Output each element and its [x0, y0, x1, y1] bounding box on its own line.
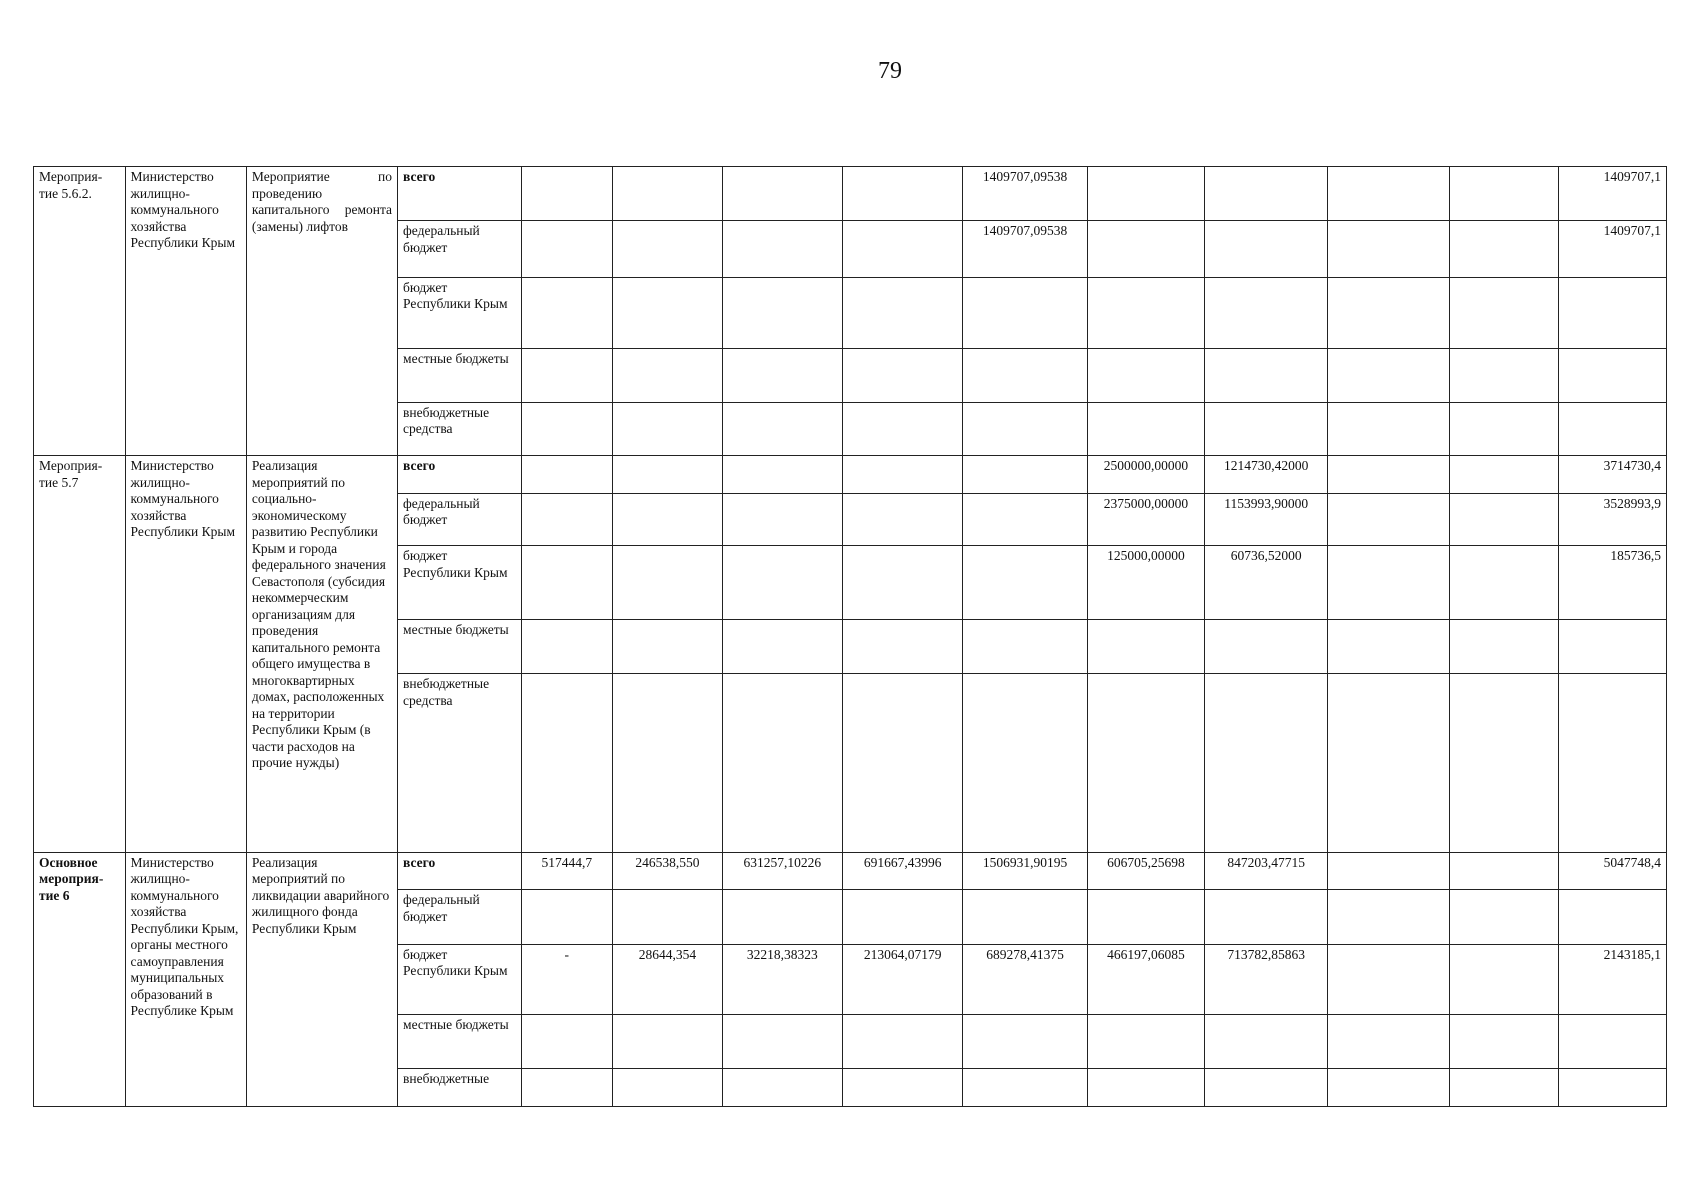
- value-cell: [843, 619, 963, 673]
- value-cell: [1204, 1015, 1327, 1068]
- value-cell: [613, 221, 723, 277]
- value-cell: [1204, 1068, 1327, 1106]
- value-cell: [722, 619, 842, 673]
- total-cell: [1559, 348, 1667, 402]
- page-number: 79: [878, 58, 902, 84]
- value-cell: [843, 167, 963, 221]
- value-cell: [613, 348, 723, 402]
- value-cell: 606705,25698: [1087, 852, 1204, 889]
- value-cell: [1328, 493, 1449, 545]
- table-row: [34, 852, 1667, 889]
- value-cell: [963, 277, 1088, 348]
- value-cell: 1153993,90000: [1204, 493, 1327, 545]
- value-cell: [1204, 277, 1327, 348]
- value-cell: [843, 674, 963, 853]
- value-cell: [963, 348, 1088, 402]
- measure-description: Мероприятие по проведению капитального ремонта (замены) лифтов: [246, 167, 397, 456]
- value-cell: [1204, 890, 1327, 944]
- value-cell: 2500000,00000: [1087, 456, 1204, 493]
- table-row: [34, 456, 1667, 493]
- value-cell: [1449, 167, 1559, 221]
- funding-source: бюджет Республики Крым: [398, 944, 521, 1015]
- value-cell: [843, 348, 963, 402]
- funding-source: местные бюджеты: [398, 348, 521, 402]
- value-cell: [613, 456, 723, 493]
- value-cell: [1204, 402, 1327, 455]
- value-cell: [1328, 221, 1449, 277]
- value-cell: [843, 456, 963, 493]
- value-cell: [722, 221, 842, 277]
- value-cell: [963, 546, 1088, 620]
- measure-code: Мероприя-тие 5.6.2.: [34, 167, 126, 456]
- value-cell: 32218,38323: [722, 944, 842, 1015]
- value-cell: 125000,00000: [1087, 546, 1204, 620]
- value-cell: [1328, 1015, 1449, 1068]
- value-cell: 1214730,42000: [1204, 456, 1327, 493]
- value-cell: [613, 167, 723, 221]
- value-cell: [722, 493, 842, 545]
- total-cell: [1559, 674, 1667, 853]
- value-cell: [613, 1015, 723, 1068]
- value-cell: [1328, 402, 1449, 455]
- value-cell: [1449, 944, 1559, 1015]
- measure-description: Реализация мероприятий по социально-экономическому развитию Республики Крым и города федерального значения Севастополя (субсидия некоммерческим организациям для проведения капитального ремонта общего имущества в многоквартирных домах, расположенных на территории Республики Крым (в части расходов на прочие нужды): [246, 456, 397, 852]
- funding-source: федеральный бюджет: [398, 493, 521, 545]
- value-cell: [722, 456, 842, 493]
- value-cell: [521, 167, 613, 221]
- value-cell: [521, 674, 613, 853]
- value-cell: [963, 456, 1088, 493]
- total-cell: 185736,5: [1559, 546, 1667, 620]
- funding-source: внебюджетные средства: [398, 402, 521, 455]
- funding-source: всего: [398, 852, 521, 889]
- funding-source: местные бюджеты: [398, 1015, 521, 1068]
- value-cell: 631257,10226: [722, 852, 842, 889]
- total-cell: [1559, 277, 1667, 348]
- funding-source: бюджет Республики Крым: [398, 277, 521, 348]
- value-cell: [1087, 619, 1204, 673]
- value-cell: [1204, 167, 1327, 221]
- value-cell: [1328, 944, 1449, 1015]
- value-cell: [1087, 1015, 1204, 1068]
- value-cell: [1328, 546, 1449, 620]
- value-cell: [1087, 402, 1204, 455]
- value-cell: [1087, 348, 1204, 402]
- value-cell: 1409707,09538: [963, 167, 1088, 221]
- value-cell: [613, 619, 723, 673]
- value-cell: [1328, 890, 1449, 944]
- value-cell: 1506931,90195: [963, 852, 1088, 889]
- measure-code: Основное мероприя-тие 6: [34, 852, 126, 1106]
- value-cell: [521, 546, 613, 620]
- value-cell: [1449, 674, 1559, 853]
- value-cell: 2375000,00000: [1087, 493, 1204, 545]
- value-cell: [1328, 277, 1449, 348]
- value-cell: 691667,43996: [843, 852, 963, 889]
- value-cell: 847203,47715: [1204, 852, 1327, 889]
- value-cell: [1449, 890, 1559, 944]
- value-cell: [521, 1068, 613, 1106]
- total-cell: 1409707,1: [1559, 221, 1667, 277]
- value-cell: 28644,354: [613, 944, 723, 1015]
- total-cell: 5047748,4: [1559, 852, 1667, 889]
- total-cell: [1559, 402, 1667, 455]
- value-cell: [1328, 852, 1449, 889]
- value-cell: [521, 402, 613, 455]
- value-cell: [613, 1068, 723, 1106]
- value-cell: [1449, 221, 1559, 277]
- value-cell: [1204, 221, 1327, 277]
- value-cell: [963, 890, 1088, 944]
- value-cell: [843, 221, 963, 277]
- funding-source: всего: [398, 456, 521, 493]
- value-cell: [1449, 1068, 1559, 1106]
- value-cell: [843, 493, 963, 545]
- value-cell: [722, 348, 842, 402]
- funding-source: бюджет Республики Крым: [398, 546, 521, 620]
- value-cell: 713782,85863: [1204, 944, 1327, 1015]
- value-cell: [1087, 277, 1204, 348]
- value-cell: [613, 674, 723, 853]
- value-cell: 689278,41375: [963, 944, 1088, 1015]
- value-cell: [722, 1068, 842, 1106]
- value-cell: [521, 221, 613, 277]
- value-cell: [722, 546, 842, 620]
- value-cell: [1328, 348, 1449, 402]
- value-cell: [1328, 456, 1449, 493]
- funding-source: внебюджетные: [398, 1068, 521, 1106]
- measure-code: Мероприя-тие 5.7: [34, 456, 126, 852]
- executor: Министерство жилищно-коммунального хозяйства Республики Крым, органы местного самоуправления муниципальных образований в Республике Крым: [125, 852, 246, 1106]
- funding-source: всего: [398, 167, 521, 221]
- funding-source: внебюджетные средства: [398, 674, 521, 853]
- total-cell: 3528993,9: [1559, 493, 1667, 545]
- value-cell: [613, 546, 723, 620]
- value-cell: [963, 674, 1088, 853]
- value-cell: [1204, 619, 1327, 673]
- value-cell: 213064,07179: [843, 944, 963, 1015]
- value-cell: [1449, 1015, 1559, 1068]
- value-cell: [1328, 619, 1449, 673]
- value-cell: [1087, 674, 1204, 853]
- value-cell: [722, 1015, 842, 1068]
- value-cell: [521, 493, 613, 545]
- measure-description: Реализация мероприятий по ликвидации аварийного жилищного фонда Республики Крым: [246, 852, 397, 1106]
- value-cell: [963, 1068, 1088, 1106]
- value-cell: 60736,52000: [1204, 546, 1327, 620]
- value-cell: 246538,550: [613, 852, 723, 889]
- value-cell: [1328, 1068, 1449, 1106]
- value-cell: [1328, 167, 1449, 221]
- value-cell: [613, 402, 723, 455]
- value-cell: 1409707,09538: [963, 221, 1088, 277]
- value-cell: [1449, 277, 1559, 348]
- value-cell: [1449, 546, 1559, 620]
- value-cell: [521, 1015, 613, 1068]
- total-cell: 3714730,4: [1559, 456, 1667, 493]
- value-cell: [1449, 456, 1559, 493]
- value-cell: [521, 619, 613, 673]
- value-cell: [1449, 402, 1559, 455]
- value-cell: [843, 277, 963, 348]
- value-cell: 466197,06085: [1087, 944, 1204, 1015]
- value-cell: [613, 890, 723, 944]
- value-cell: [963, 1015, 1088, 1068]
- total-cell: [1559, 890, 1667, 944]
- value-cell: [521, 890, 613, 944]
- value-cell: [1204, 674, 1327, 853]
- value-cell: [843, 890, 963, 944]
- value-cell: [521, 348, 613, 402]
- total-cell: 1409707,1: [1559, 167, 1667, 221]
- value-cell: [1449, 852, 1559, 889]
- value-cell: [722, 277, 842, 348]
- value-cell: [1087, 167, 1204, 221]
- value-cell: [521, 277, 613, 348]
- value-cell: [1087, 221, 1204, 277]
- total-cell: [1559, 1015, 1667, 1068]
- value-cell: [1328, 674, 1449, 853]
- value-cell: [722, 402, 842, 455]
- value-cell: [963, 402, 1088, 455]
- value-cell: [963, 493, 1088, 545]
- value-cell: [1204, 348, 1327, 402]
- value-cell: [843, 1015, 963, 1068]
- value-cell: [1087, 1068, 1204, 1106]
- value-cell: [843, 402, 963, 455]
- value-cell: [722, 167, 842, 221]
- value-cell: [843, 546, 963, 620]
- value-cell: [843, 1068, 963, 1106]
- value-cell: -: [521, 944, 613, 1015]
- table-row: [34, 167, 1667, 221]
- funding-source: местные бюджеты: [398, 619, 521, 673]
- funding-table: [33, 166, 1667, 1107]
- value-cell: [722, 674, 842, 853]
- value-cell: [963, 619, 1088, 673]
- executor: Министерство жилищно-коммунального хозяйства Республики Крым: [125, 167, 246, 456]
- value-cell: [521, 456, 613, 493]
- value-cell: [1449, 348, 1559, 402]
- funding-source: федеральный бюджет: [398, 890, 521, 944]
- total-cell: [1559, 619, 1667, 673]
- total-cell: [1559, 1068, 1667, 1106]
- value-cell: [1449, 619, 1559, 673]
- value-cell: [1087, 890, 1204, 944]
- funding-source: федеральный бюджет: [398, 221, 521, 277]
- executor: Министерство жилищно-коммунального хозяйства Республики Крым: [125, 456, 246, 852]
- total-cell: 2143185,1: [1559, 944, 1667, 1015]
- value-cell: 517444,7: [521, 852, 613, 889]
- value-cell: [613, 493, 723, 545]
- value-cell: [1449, 493, 1559, 545]
- value-cell: [722, 890, 842, 944]
- value-cell: [613, 277, 723, 348]
